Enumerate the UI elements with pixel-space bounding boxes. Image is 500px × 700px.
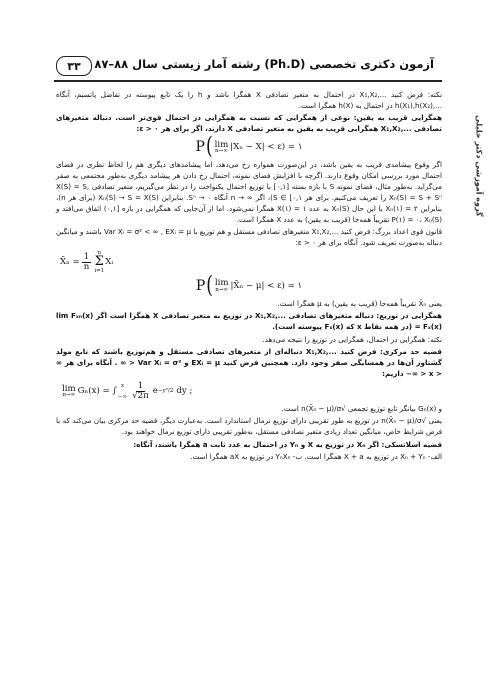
limit-operator: lim n→∞ <box>214 139 229 155</box>
almost-sure-formula: P ( lim n→∞ |Xₙ − X| < ε ) = ۱ <box>195 133 303 161</box>
central-limit-theorem: قضیه حد مرکزی: فرض کنید ...,X₁,X₂ دنباله‌ای از متغیرهای تصادفی مستقل و هم‌توزیع باشند که تابع مولد گشتاور آن‌ها در همسایگی صفر وجود دارد. همچنین فرض کنید EXᵢ = μ و Var Xᵢ = σ² < ∞ . آنگاه برای هر ∞ < x < ∞− داریم: <box>56 347 442 379</box>
header-divider <box>54 80 442 82</box>
side-publisher-label: گروه آموزشی دکتر خلیلی <box>474 115 484 217</box>
strong-law-statement: قانون قوی اعداد بزرگ: فرض کنید ...,X₁,X₂ متغیرهای تصادفی مستقل و هم توزیع با Var Xᵢ = σ² < ∞ , EXᵢ = μ باشند و میانگین دنباله به‌صورت تعریف شود. آنگاه برای هر ε > ۰: <box>56 227 443 248</box>
page-number-badge: ۳۳ <box>56 56 92 76</box>
clt-cdf-note: و Gₙ(x) بیانگر تابع توزیع تجمعی √n(X̄ₙ − μ)/σ است. <box>281 403 442 413</box>
exam-header-title: آزمون دکتری تخصصی (Ph.D) رشته آمار زیستی سال ۸۸–۸۷ <box>94 57 434 71</box>
almost-sure-definition: همگرایی قریب به یقین: نوعی از همگرایی که نسبت به همگرایی در احتمال قوی‌تر است. دنباله متغیرهای تصادفی ...,X₁,X₂ همگرایی قریب به یقین به متغیر تصادفی X دارند، اگر برای هر ε > ۰: <box>56 113 442 134</box>
almost-sure-expression: |Xₙ − X| < ε <box>230 142 282 153</box>
almost-sure-example: اگر وقوع پیشامدی قریب به یقین باشد، در این‌صورت همواره رخ می‌دهد، اما پیشامدهای دیگری هم را لحاظ نظری در فضای احتمال مورد بررسی امکان وقوع دارند. اگرچه با افزایش فضای نمونه، احتمال رخ دادن هر پیشامد دیگری به‌طور مجتمعی به صفر می‌گراید. به‌طور مثال، فضای نمونه S با بازه بسته [۰,۱] با توزیع احتمال یکنواخت را در نظر می‌گیریم، متغیر تصادفی X(S) = S, Xₙ(S) = S + Sⁿ را تعریف می‌کنیم. برای هر S ∈ [۰,۱)، اگر ∞ → n آنگاه ۰ → Sⁿ. بنابراین Xₙ(S) → S = X(S) (برای هر n)، بنابراین Xₙ(۱) = ۲ با این حال Xₙ(S) به عدد ۱ = X(۱) همگرا نمی‌شود. اما از آن‌جایی که همگرایی در بازه [۰,۱) اتفاق می‌افتد و P(۱) = ۰، Xₙ(S) تقریباً همه‌جا (قریب به یقین) به عدد X همگرا است. <box>56 160 443 224</box>
almost-sure-rhs: ) = ۱ <box>281 142 303 153</box>
sample-mean-formula: X̄ₙ = $\frac{1}{n}$ n Σ i=1 Xᵢ <box>60 250 114 274</box>
convergence-in-distribution: همگرایی در توزیع: دنباله متغیرهای تصادفی ...,X₁,X₂ در توزیع به متغیر تصادفی X همگرا است اگر lim Fₓₙ(x) = Fₓ(x) (در همه نقاط x که Fₓ(x) پیوسته است). <box>56 311 442 332</box>
slutsky-results: الف- Xₙ + Yₙ در توزیع به X + a همگرا است. ب- YₙXₙ در توزیع به aX همگرا است. <box>190 452 442 462</box>
clt-limit-formula: lim n→∞ Gₙ(x) = ∫ x −∞ $\frac{1}{√2\pi}$ e −y²/2 dy ; <box>62 380 193 402</box>
strong-law-formula: P ( lim n→∞ |X̄ₙ − μ| < ε ) = ۱ <box>195 272 303 300</box>
clt-interpretation: یعنی √n(X̄ₙ − μ)/σ در توزیع به طور تقریبی دارای توزیع نرمال استاندارد است. به‌عبارت دیگر، قضیه حد مرکزی بیان می‌کند که با فرض شرایط خاص، میانگین تعداد زیادی متغیر تصادفی مستقل، به‌طور تقریبی دارای توزیع نرمال خواهند بود. <box>56 416 442 437</box>
note-probability-implies-distribution: نکته: همگرایی در احتمال، همگرایی در توزیع را نتیجه می‌دهد. <box>262 334 442 344</box>
summation-sign: n Σ i=1 <box>94 250 105 274</box>
strong-law-conclusion: یعنی X̄ₙ تقریباً همه‌جا (قریب به یقین) به μ همگرا است. <box>277 298 442 308</box>
prob-symbol: P <box>195 139 205 156</box>
integral-bounds: x −∞ <box>117 383 128 400</box>
note-continuous-mapping: نکته: فرض کنید ...,X₁,X₂ در احتمال به متغیر تصادفی X همگرا باشد و h را یک تابع پیوسته در تفاضل پاتسیم، آنگاه ...,h(X₁),h(X₂) در احتمال به h(X) همگرا است. <box>56 90 443 110</box>
strong-law-expression: |X̄ₙ − μ| < ε <box>230 280 282 291</box>
slutsky-theorem: قضیه اسلاتسکی: اگر Xₙ در توزیع به X و Yₙ در احتمال به عدد ثابت a همگرا باشند، آنگاه: <box>133 439 442 449</box>
page-body <box>56 90 442 682</box>
